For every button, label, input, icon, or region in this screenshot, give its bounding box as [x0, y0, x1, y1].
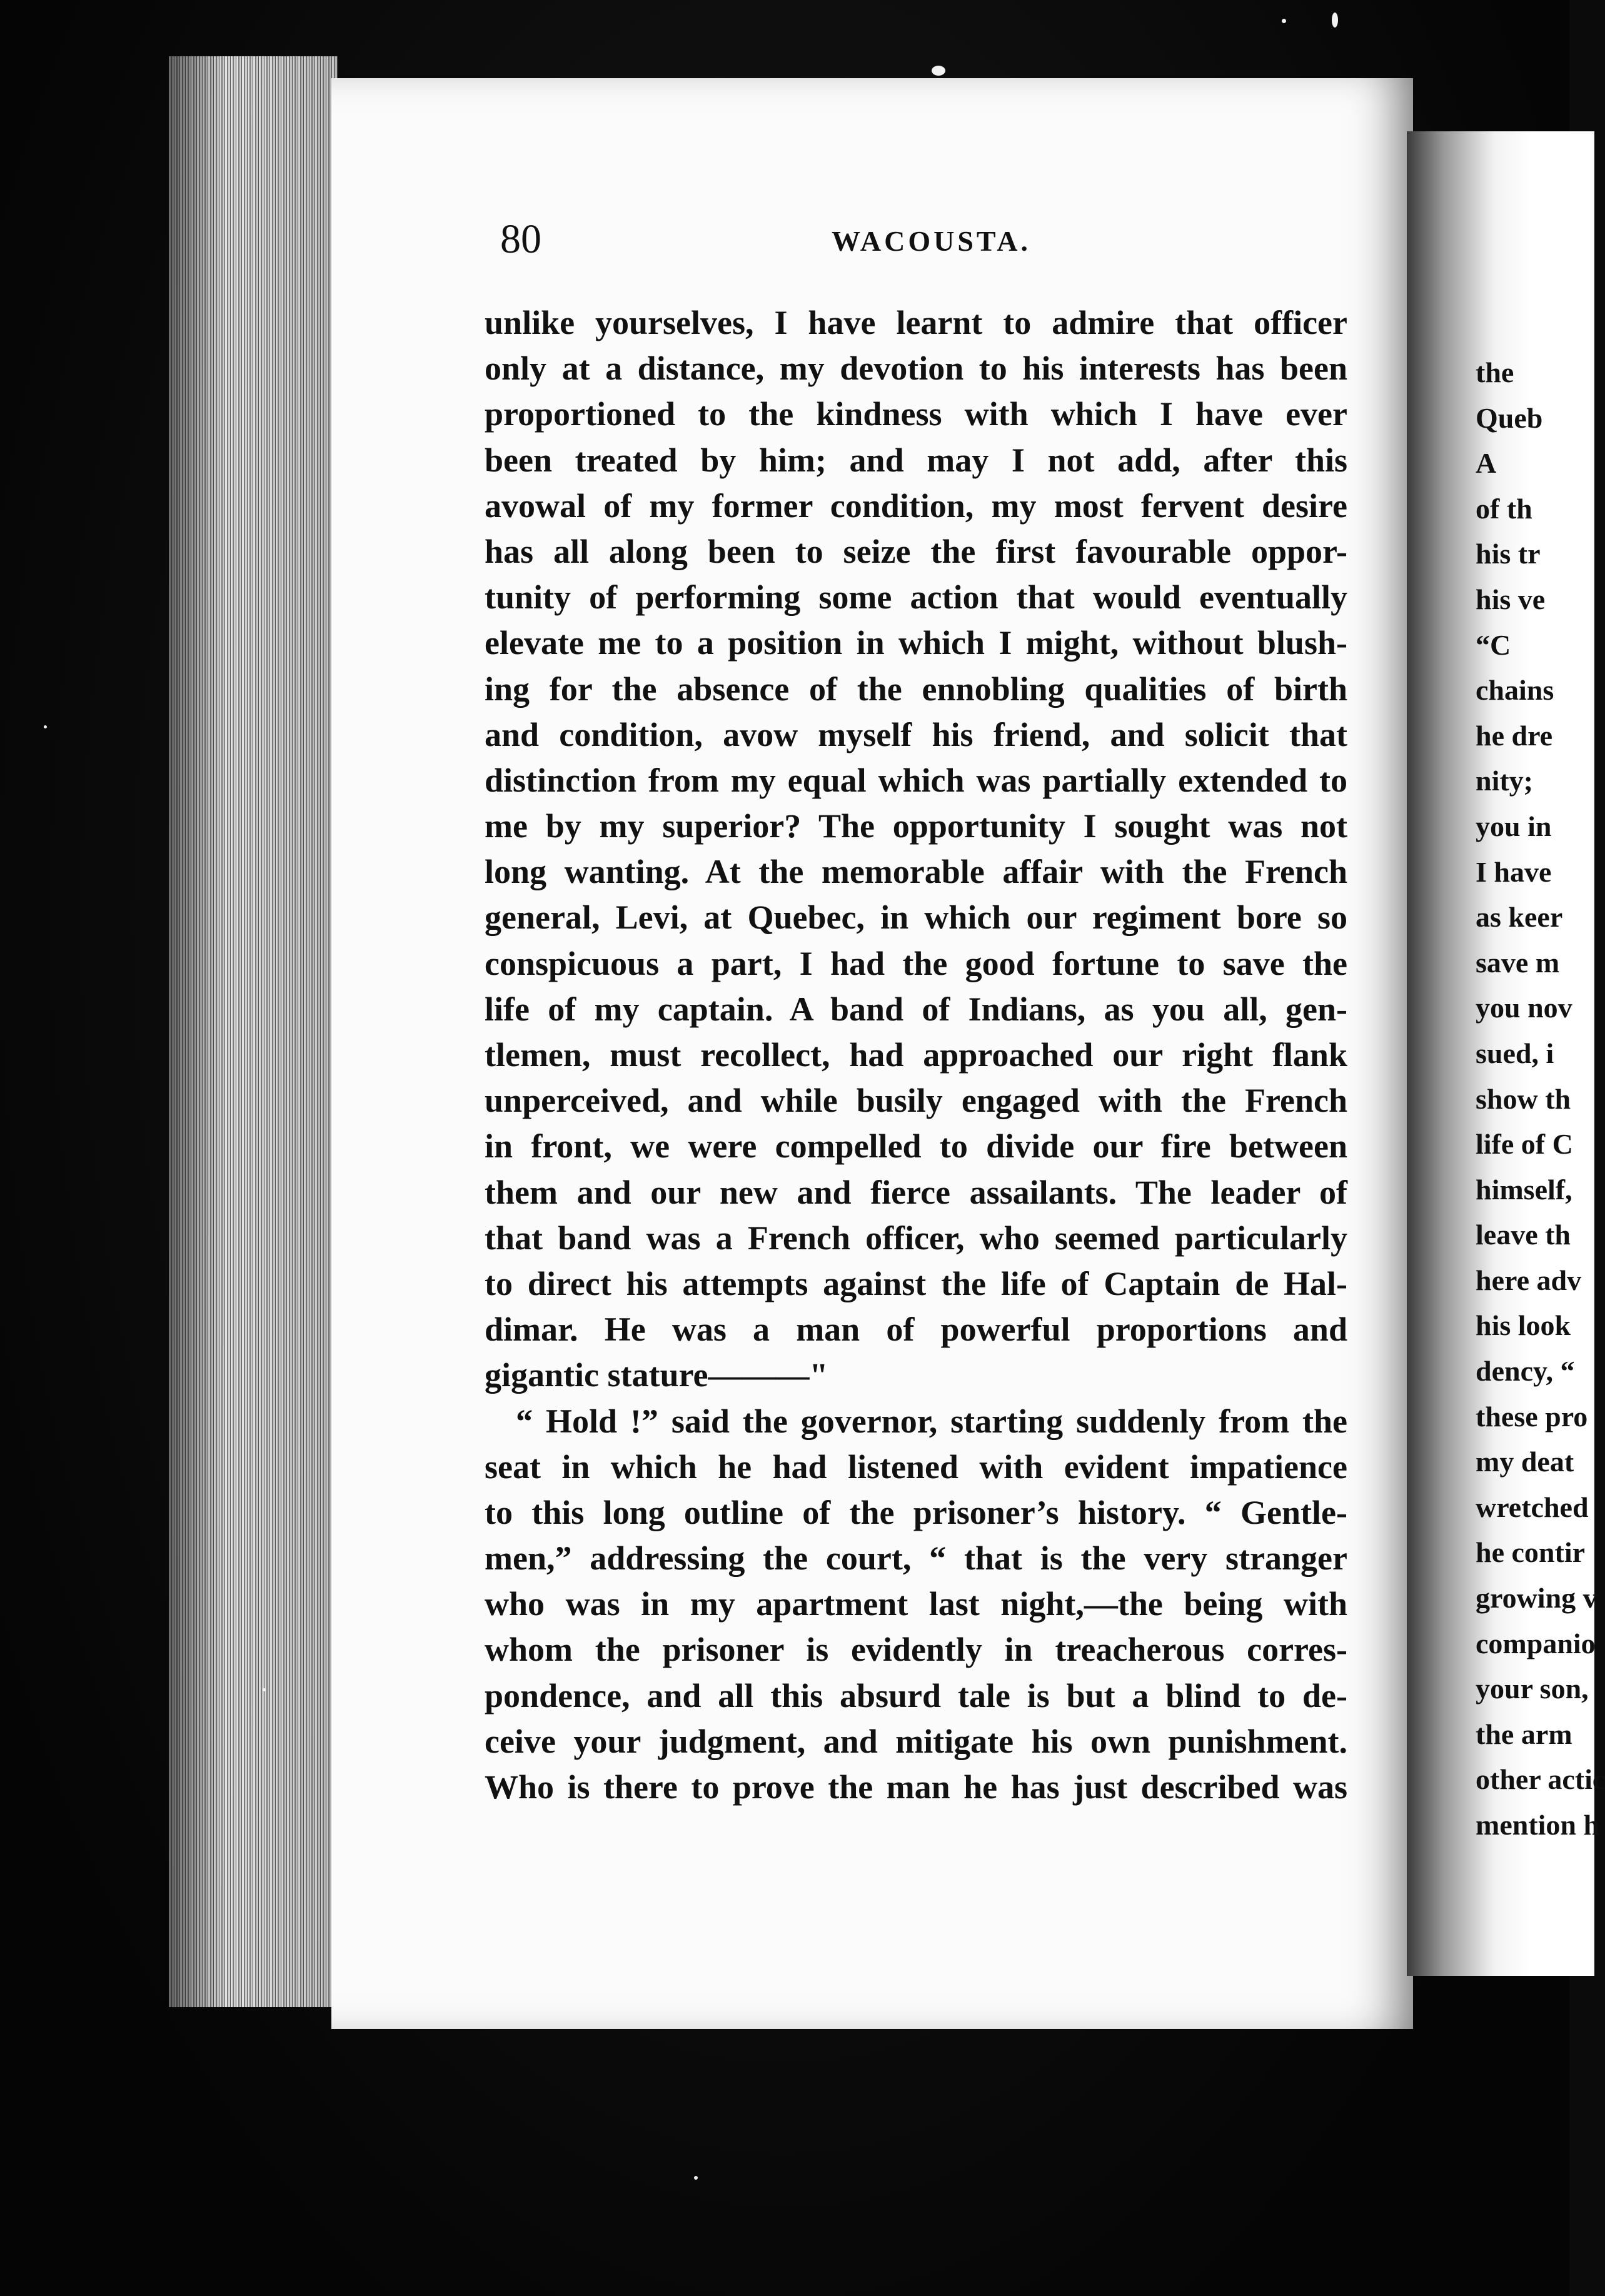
text-line: who was in my apartment last night,—the being with: [485, 1585, 1347, 1623]
body-text: [485, 300, 1347, 1810]
text-line: has all along been to seize the first favourable oppor-: [485, 532, 1347, 570]
text-line: long wanting. At the memorable affair with the French: [485, 853, 1347, 891]
facing-text-line: he contir: [1476, 1536, 1586, 1569]
facing-text-line: I have: [1476, 855, 1552, 888]
facing-text-line: sued, i: [1476, 1037, 1554, 1069]
facing-text-line: leave th: [1476, 1219, 1571, 1251]
facing-text-line: your son,: [1476, 1673, 1589, 1705]
text-line: pondence, and all this absurd tale is but a blind to de-: [485, 1676, 1347, 1714]
facing-text-line: here adv: [1476, 1264, 1582, 1296]
facing-text-line: Queb: [1476, 401, 1543, 434]
text-line: and condition, avow myself his friend, and solicit that: [485, 715, 1347, 753]
facing-text-line: save m: [1476, 946, 1560, 979]
text-line: unlike yourselves, I have learnt to admire that officer: [485, 304, 1347, 341]
running-title: WACOUSTA.: [832, 225, 1031, 257]
facing-text-line: growing v: [1476, 1582, 1597, 1614]
text-line: to direct his attempts against the life of Captain de Hal-: [485, 1264, 1347, 1302]
text-line: them and our new and fierce assailants. The leader of: [485, 1173, 1347, 1211]
facing-text-line: companio: [1476, 1627, 1596, 1659]
facing-text-line: his ve: [1476, 583, 1546, 615]
facing-text-line: the arm: [1476, 1718, 1572, 1750]
text-line: me by my superior? The opportunity I sought was not: [485, 807, 1347, 845]
facing-text-line: as keer: [1476, 901, 1563, 934]
text-line: gigantic stature———": [485, 1356, 828, 1394]
text-line: dimar. He was a man of powerful proportions and: [485, 1311, 1347, 1349]
facing-text-line: my deat: [1476, 1446, 1574, 1478]
text-line: tlemen, must recollect, had approached our right flank: [485, 1036, 1347, 1074]
facing-text-line: dency, “: [1476, 1355, 1575, 1387]
text-line: proportioned to the kindness with which I have ever: [485, 395, 1347, 433]
text-line: ceive your judgment, and mitigate his own punishment.: [485, 1722, 1347, 1760]
facing-text-line: chains: [1476, 674, 1554, 707]
text-line: avowal of my former condition, my most fervent desire: [485, 486, 1347, 525]
facing-text-line: other actic: [1476, 1763, 1605, 1796]
text-line: ing for the absence of the ennobling qualities of birth: [485, 670, 1347, 708]
facing-page-text: [1476, 350, 1605, 1848]
facing-text-line: himself,: [1476, 1173, 1572, 1206]
facing-text-line: show th: [1476, 1082, 1571, 1115]
facing-text-line: “C: [1476, 628, 1511, 661]
facing-text-line: his tr: [1476, 538, 1541, 570]
facing-text-line: his look: [1476, 1309, 1571, 1342]
facing-text-line: you nov: [1476, 992, 1572, 1024]
page-number: 80: [500, 216, 541, 262]
text-line: general, Levi, at Quebec, in which our regiment bore so: [485, 899, 1347, 937]
facing-text-line: the: [1476, 356, 1514, 388]
facing-page: [1407, 131, 1605, 1976]
facing-text-line: nity;: [1476, 765, 1533, 797]
text-line: elevate me to a position in which I might, without blush-: [485, 624, 1347, 662]
text-line: conspicuous a part, I had the good fortune to save the: [485, 944, 1347, 982]
facing-text-line: life of C: [1476, 1128, 1573, 1161]
facing-text-line: he dre: [1476, 719, 1553, 752]
text-line: unperceived, and while busily engaged with the French: [485, 1082, 1347, 1120]
text-line: in front, we were compelled to divide our fire between: [485, 1127, 1347, 1166]
text-line: that band was a French officer, who seemed particularly: [485, 1219, 1347, 1257]
facing-text-line: mention h: [1476, 1809, 1600, 1841]
text-line: whom the prisoner is evidently in treacherous corres-: [485, 1631, 1347, 1669]
text-line: tunity of performing some action that would eventually: [485, 578, 1347, 617]
text-line: seat in which he had listened with evident impatience: [485, 1448, 1347, 1486]
facing-text-line: wretched: [1476, 1491, 1589, 1523]
text-line: “ Hold !” said the governor, starting suddenly from the: [516, 1402, 1347, 1440]
facing-text-line: of th: [1476, 492, 1532, 525]
facing-text-line: you in: [1476, 810, 1552, 842]
facing-text-line: A: [1476, 447, 1497, 480]
text-line: distinction from my equal which was partially extended to: [485, 761, 1347, 799]
text-line: only at a distance, my devotion to his interests has been: [485, 350, 1347, 388]
text-line: men,” addressing the court, “ that is the very stranger: [485, 1539, 1347, 1578]
text-line: Who is there to prove the man he has just described was: [485, 1768, 1347, 1806]
page-block-edges: [169, 56, 338, 2007]
text-line: to this long outline of the prisoner’s history. “ Gentle-: [485, 1493, 1347, 1531]
facing-text-line: these pro: [1476, 1400, 1588, 1432]
text-line: been treated by him; and may I not add, after this: [485, 441, 1347, 479]
text-line: life of my captain. A band of Indians, as you all, gen-: [485, 990, 1347, 1028]
running-head: [500, 216, 1344, 266]
